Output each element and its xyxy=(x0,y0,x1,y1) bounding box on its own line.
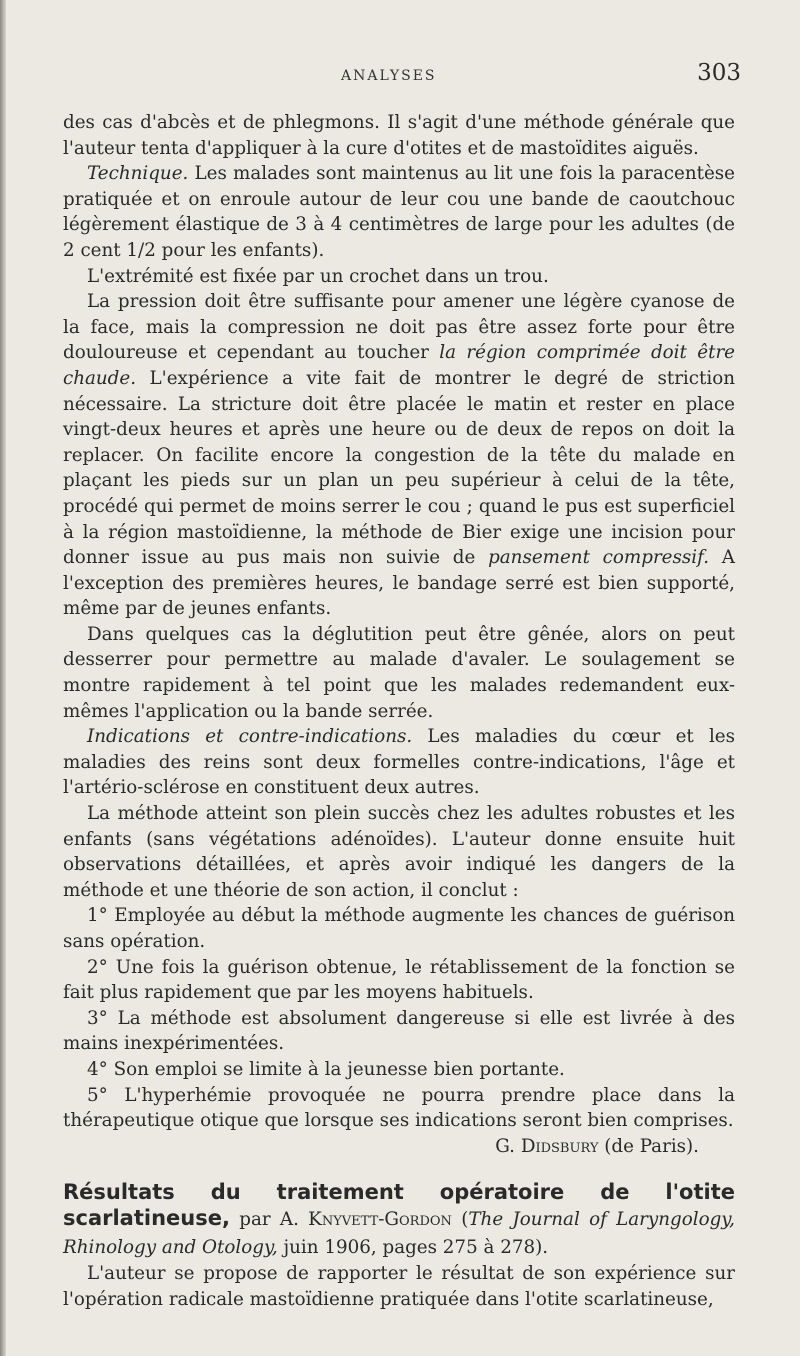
book-page xyxy=(63,60,741,1313)
signature-initial: G. xyxy=(495,1135,521,1157)
running-title: ANALYSES xyxy=(341,68,437,84)
signature-name: Didsbury xyxy=(520,1135,599,1157)
paragraph-indications xyxy=(63,724,735,801)
conclusion-item: 4° Son emploi se limite à la jeunesse bien portante. xyxy=(87,1058,565,1080)
emphasis: la région comprimée doit être chaude. xyxy=(63,342,735,389)
paragraph: L'extrémité est fixée par un crochet dans un trou. xyxy=(87,265,549,287)
section-label: Indications et contre-indications. xyxy=(87,726,413,748)
source-details: juin 1906, pages 275 à 278). xyxy=(277,1237,549,1259)
conclusion-item: 2° Une fois la guérison obtenue, le rétablissement de la fonction se fait plus rapidement que par les moyens habituels. xyxy=(63,956,735,1004)
page-number: 303 xyxy=(697,60,741,86)
byline-prefix: par A. xyxy=(229,1209,309,1231)
paragraph xyxy=(63,289,735,622)
article-title: Résultats du traitement opératoire de l'otite scarlatineuse, xyxy=(63,1180,735,1231)
article-body xyxy=(63,110,735,1313)
article-heading xyxy=(63,1179,735,1261)
paragraph-text: A l'exception des premières heures, le bandage serré est bien supporté, même par de jeunes enfants. xyxy=(63,547,735,620)
article-author: Knyvett-Gordon xyxy=(308,1209,452,1231)
paragraph: Dans quelques cas la déglutition peut être gênée, alors on peut desserrer pour permettre au malade d'avaler. Le soulagement se montre rapidement à tel point que les malades redemandent eux-mêmes l'application ou la bande serrée. xyxy=(63,623,735,722)
conclusion-item: 5° L'hyperhémie provoquée ne pourra prendre place dans la thérapeutique otique que lorsque ses indications seront bien comprises. xyxy=(63,1084,735,1132)
paragraph: La méthode atteint son plein succès chez les adultes robustes et les enfants (sans végétations adénoïdes). L'auteur donne ensuite huit observations détaillées, et après avoir indiqué les dangers de la méthode et une théorie de son action, il conclut : xyxy=(63,803,735,901)
paragraph-text: Les maladies du cœur et les maladies des reins sont deux formelles contre-indications, l'âge et l'artério-sclérose en constituent deux autres. xyxy=(63,726,735,799)
source-paren: ( xyxy=(451,1209,469,1231)
paragraph-technique xyxy=(63,161,735,263)
signature-place: (de Paris). xyxy=(598,1135,699,1157)
paragraph-text: L'expérience a vite fait de montrer le degré de striction nécessaire. La stricture doit être placée le matin et rester en place vingt-deux heures et après une heure ou de deux de repos on doit la replacer. On facilite encore la congestion de la tête du malade en plaçant les pieds sur un plan un peu supérieur à celui de la tête, procédé qui permet de moins serrer le cou ; quand le pus est superficiel à la région mastoïdienne, la méthode de Bier exige une incision pour donner issue au pus mais non suivie de xyxy=(63,367,735,569)
paragraph: des cas d'abcès et de phlegmons. Il s'agit d'une méthode générale que l'auteur tenta d'appliquer à la cure d'otites et de mastoïdites aiguës. xyxy=(63,112,735,159)
journal-name: The Journal of Laryngology, Rhinology and Otology, xyxy=(63,1209,735,1259)
author-signature xyxy=(63,1134,735,1160)
paragraph-text: La pression doit être suffisante pour amener une légère cyanose de la face, mais la compression ne doit pas être assez forte pour être douloureuse et cependant au toucher xyxy=(63,291,735,364)
running-header xyxy=(63,60,741,110)
paragraph: L'auteur se propose de rapporter le résultat de son expérience sur l'opération radicale mastoïdienne pratiquée dans l'otite scarlatineuse, xyxy=(63,1263,735,1310)
section-label: Technique. xyxy=(87,163,189,185)
paragraph-text: Les malades sont maintenus au lit une fois la paracentèse pratiquée et on enroule autour de leur cou une bande de caoutchouc légèrement élastique de 3 à 4 centimètres de large pour les adultes (de 2 cent 1/2 pour les enfants). xyxy=(63,163,735,261)
conclusion-item: 3° La méthode est absolument dangereuse si elle est livrée à des mains inexpérimentées. xyxy=(63,1007,735,1055)
page-binding-edge xyxy=(0,0,6,1356)
emphasis: pansement compressif. xyxy=(488,547,710,569)
conclusion-item: 1° Employée au début la méthode augmente les chances de guérison sans opération. xyxy=(63,905,735,952)
